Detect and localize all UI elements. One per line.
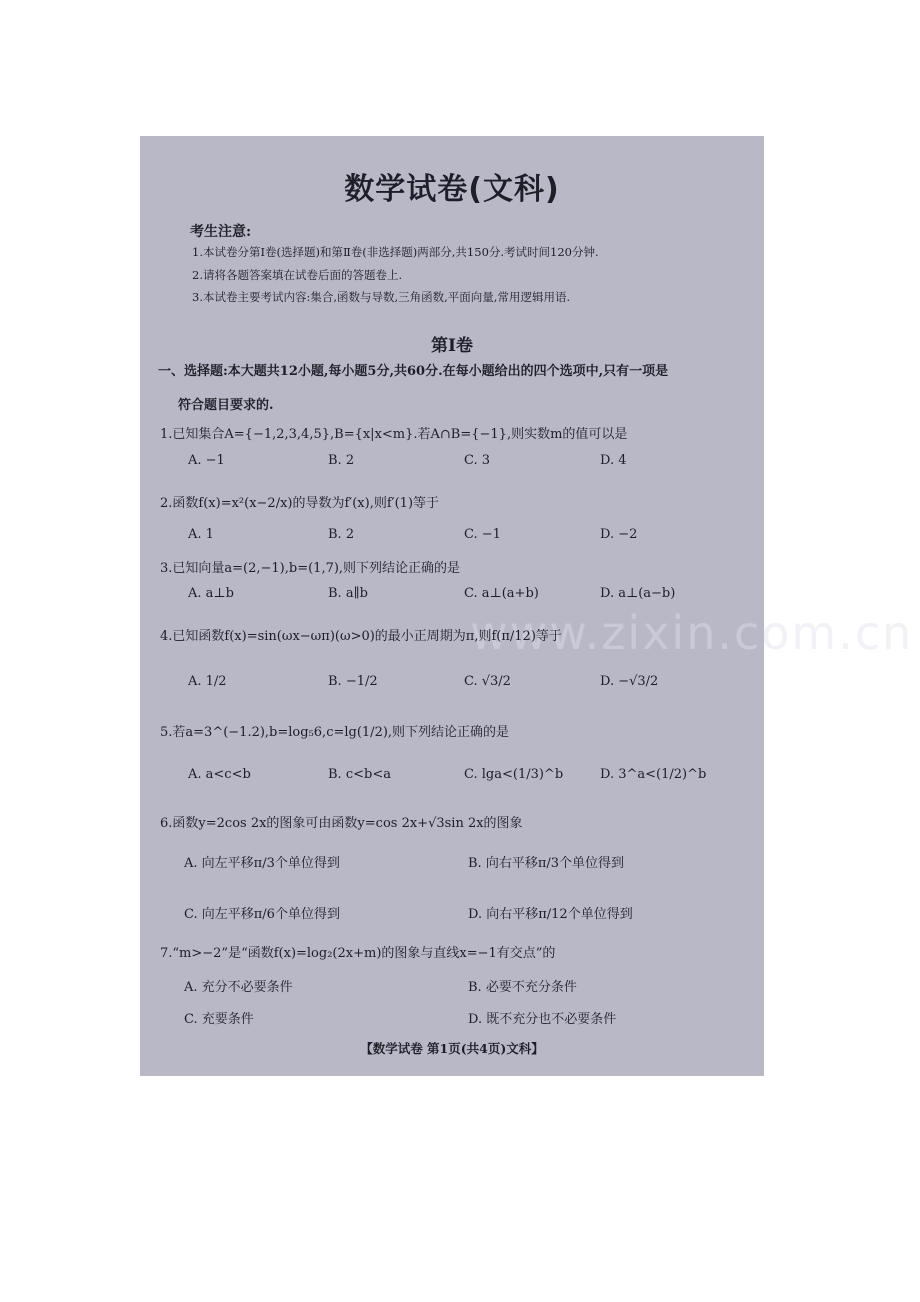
question-3-option-c: C. a⊥(a+b) bbox=[464, 586, 539, 601]
question-6-stem: 6.函数y=2cos 2x的图象可由函数y=cos 2x+√3sin 2x的图象 bbox=[160, 816, 523, 831]
question-4-option-b: B. −1/2 bbox=[328, 674, 378, 689]
question-2-option-d: D. −2 bbox=[600, 527, 638, 542]
question-2-stem: 2.函数f(x)=x²(x−2/x)的导数为f′(x),则f′(1)等于 bbox=[160, 496, 440, 511]
question-7-option-c: C. 充要条件 bbox=[184, 1012, 254, 1027]
question-1-stem: 1.已知集合A={−1,2,3,4,5},B={x|x<m}.若A∩B={−1},则实数m的值可以是 bbox=[160, 427, 628, 442]
question-4-option-a: A. 1/2 bbox=[188, 674, 227, 689]
question-7-stem: 7.“m>−2”是“函数f(x)=log₂(2x+m)的图象与直线x=−1有交点”的 bbox=[160, 946, 556, 961]
question-3-option-b: B. a∥b bbox=[328, 586, 368, 601]
section-title: 第Ⅰ卷 bbox=[431, 336, 473, 356]
question-6-option-d: D. 向右平移π/12个单位得到 bbox=[468, 907, 633, 922]
question-4-option-c: C. √3/2 bbox=[464, 674, 511, 689]
watermark: www.zixin.com.cn bbox=[470, 606, 914, 660]
question-2-option-a: A. 1 bbox=[188, 527, 214, 542]
question-5-option-c: C. lga<(1/3)^b bbox=[464, 767, 564, 782]
question-1-option-d: D. 4 bbox=[600, 453, 627, 468]
notice-item-3: 3.本试卷主要考试内容:集合,函数与导数,三角函数,平面向量,常用逻辑用语. bbox=[192, 290, 571, 304]
question-6-option-b: B. 向右平移π/3个单位得到 bbox=[468, 856, 625, 871]
question-2-option-c: C. −1 bbox=[464, 527, 501, 542]
question-2-option-b: B. 2 bbox=[328, 527, 355, 542]
question-3-option-a: A. a⊥b bbox=[188, 586, 234, 601]
question-7-option-d: D. 既不充分也不必要条件 bbox=[468, 1012, 617, 1027]
question-3-stem: 3.已知向量a=(2,−1),b=(1,7),则下列结论正确的是 bbox=[160, 561, 461, 576]
question-4-stem: 4.已知函数f(x)=sin(ωx−ωπ)(ω>0)的最小正周期为π,则f(π/12)等于 bbox=[160, 629, 562, 644]
question-5-option-a: A. a<c<b bbox=[188, 767, 251, 782]
exam-sheet-photo bbox=[140, 136, 914, 1076]
exam-title: 数学试卷(文科) bbox=[344, 172, 560, 207]
question-6-option-a: A. 向左平移π/3个单位得到 bbox=[184, 856, 340, 871]
question-5-option-b: B. c<b<a bbox=[328, 767, 391, 782]
question-6-option-c: C. 向左平移π/6个单位得到 bbox=[184, 907, 340, 922]
question-5-option-d: D. 3^a<(1/2)^b bbox=[600, 767, 707, 782]
notice-item-1: 1.本试卷分第Ⅰ卷(选择题)和第Ⅱ卷(非选择题)两部分,共150分.考试时间120分钟. bbox=[192, 245, 599, 259]
page-footer: 【数学试卷 第1页(共4页)文科】 bbox=[360, 1041, 544, 1056]
question-3-option-d: D. a⊥(a−b) bbox=[600, 586, 676, 601]
notice-heading: 考生注意: bbox=[190, 224, 252, 240]
part-heading-line-2: 符合题目要求的. bbox=[178, 398, 274, 413]
question-5-stem: 5.若a=3^(−1.2),b=log₅6,c=lg(1/2),则下列结论正确的是 bbox=[160, 725, 510, 740]
question-1-option-b: B. 2 bbox=[328, 453, 355, 468]
part-heading-line-1: 一、选择题:本大题共12小题,每小题5分,共60分.在每小题给出的四个选项中,只有一项是 bbox=[158, 364, 669, 379]
question-1-option-c: C. 3 bbox=[464, 453, 491, 468]
question-4-option-d: D. −√3/2 bbox=[600, 674, 659, 689]
question-7-option-b: B. 必要不充分条件 bbox=[468, 980, 577, 995]
question-1-option-a: A. −1 bbox=[188, 453, 225, 468]
question-7-option-a: A. 充分不必要条件 bbox=[184, 980, 293, 995]
notice-item-2: 2.请将各题答案填在试卷后面的答题卷上. bbox=[192, 268, 403, 282]
